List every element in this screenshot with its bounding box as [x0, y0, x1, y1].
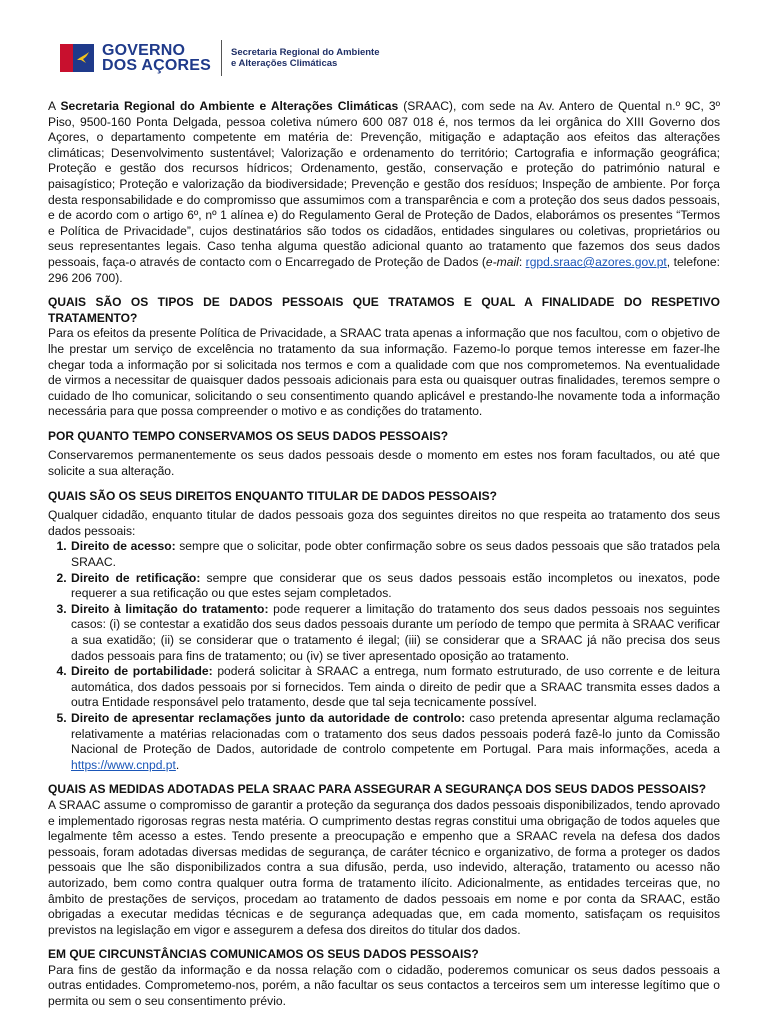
section-text-retention: Conservaremos permanentemente os seus dados pessoais desde o momento em estes nos foram facultados, ou até que solicite a sua alteração.: [48, 448, 720, 479]
right-label: Direito de retificação:: [71, 570, 201, 585]
list-item: [70, 602, 720, 664]
hawk-icon: [75, 48, 91, 66]
brand-line-1: GOVERNO: [102, 42, 186, 59]
secretariat-name: [231, 47, 380, 69]
government-brand: [102, 43, 211, 73]
section-title-disclosure: EM QUE CIRCUNSTÂNCIAS COMUNICAMOS OS SEUS DADOS PESSOAIS?: [48, 947, 479, 962]
intro-entity-name: Secretaria Regional do Ambiente e Alterações Climáticas: [60, 99, 399, 113]
right-label: Direito de acesso:: [71, 539, 176, 554]
list-item: [70, 664, 720, 711]
intro-paragraph: [48, 99, 720, 286]
right-text: sempre que o solicitar, pode obter confirmação sobre os seus dados pessoais que são tratados pela SRAAC.: [71, 539, 720, 570]
azores-emblem-logo: [60, 41, 94, 75]
list-item: [70, 539, 720, 570]
header-divider: [221, 40, 222, 76]
section-title-rights: QUAIS SÃO OS SEUS DIREITOS ENQUANTO TITULAR DE DADOS PESSOAIS?: [48, 488, 497, 503]
right-text: sempre que considerar que os seus dados pessoais estão incompletos ou inexatos, pode requerer a sua retificação ou que estes sejam completados.: [71, 570, 720, 601]
rights-list: [48, 539, 720, 773]
section-title-retention: POR QUANTO TEMPO CONSERVAMOS OS SEUS DADOS PESSOAIS?: [48, 428, 449, 443]
document-body: [48, 99, 720, 1010]
email-link[interactable]: rgpd.sraac@azores.gov.pt: [525, 254, 667, 269]
secretariat-line-2: e Alterações Climáticas: [230, 58, 338, 69]
brand-line-2: DOS AÇORES: [102, 57, 211, 74]
intro-text-a: A: [48, 99, 61, 113]
secretariat-line-1: Secretaria Regional do Ambiente: [230, 47, 380, 58]
section-title-security: QUAIS AS MEDIDAS ADOTADAS PELA SRAAC PARA ASSEGURAR A SEGURANÇA DOS SEUS DADOS PESSOAIS?: [48, 782, 707, 797]
cnpd-link[interactable]: https://www.cnpd.pt: [71, 757, 176, 772]
right-text: poderá solicitar à SRAAC a entrega, num formato estruturado, de uso corrente e de leitura automática, dos dados pessoais por si fornecidos. Tem ainda o direito de pedir que a SRAAC transmita esses dados a outra Entidade responsável pelo tratamento, desde que tal seja tecnicamente possível.: [71, 664, 721, 710]
list-item: [70, 571, 720, 602]
intro-text-e: , telefone: 296 206 700).: [48, 254, 720, 285]
section-text-disclosure: Para fins de gestão da informação e da nossa relação com o cidadão, poderemos comunicar os seus dados pessoais a outras entidades. Comprometemo-nos, porém, a não facultar os seus contactos a terceiros sem um interesse legítimo que o permita ou sem o seu consentimento prévio.: [48, 962, 720, 1009]
letterhead: [60, 38, 380, 78]
right-label: Direito de apresentar reclamações junto da autoridade de controlo:: [71, 710, 466, 725]
section-text-security: A SRAAC assume o compromisso de garantir a proteção da segurança dos dados pessoais disponibilizados, tendo aprovado e implementado rigorosas regras nesta matéria. O cumprimento destas regras constitui uma obrigação de todos aqueles que legalmente têm acesso a estes. Tendo presente a preocupação e empenho que a SRAAC revela na defesa dos dados pessoais, foram adotadas diversas medidas de segurança, de caráter técnico e organizativo, de forma a proteger os dados pessoais que lhe são disponibilizados contra a sua difusão, perda, uso indevido, alteração, tratamento ou acesso não autorizado, bem como contra qualquer outra forma de tratamento ilícito. Adicionalmente, as entidades terceiras que, no âmbito de prestações de serviços, procedam ao tratamento de dados pessoais em nome e por conta da SRAAC, estão obrigadas a executar medidas técnicas e de segurança adequadas que, em cada momento, satisfaçam os requisitos previstos na legislação em vigor e assegurem a defesa dos direitos do titular dos dados.: [48, 797, 720, 937]
right-label: Direito à limitação do tratamento:: [71, 601, 269, 616]
list-item: [70, 711, 720, 773]
right-label: Direito de portabilidade:: [71, 664, 213, 679]
right-text: caso pretenda apresentar alguma reclamação relativamente a matérias relacionadas com o tratamento dos seus dados pessoais poderá fazê-lo junto da Comissão Nacional de Proteção de Dados, autoridade de controlo competente em Portugal. Para mais informações, aceda a: [71, 710, 720, 757]
section-text-data-types: Para os efeitos da presente Política de Privacidade, a SRAAC trata apenas a informação que nos facultou, com o objetivo de lhe prestar um serviço de excelência no tratamento da sua informação. Fazemo-lo porque temos interesse em fazer-lhe chegar toda a informação por si solicitada nos termos e com a qualidade com que nos comprometemos. Na eventualidade de virmos a necessitar de quaisquer dados pessoais adicionais para esta ou quaisquer outras finalidades, teremos sempre o cuidado de lho comunicar, solicitando o seu consentimento quando aplicável e prestando-lhe novamente toda a informação necessária para que possa compreender o motivo e as condições do tratamento.: [48, 326, 720, 419]
section-title-data-types: QUAIS SÃO OS TIPOS DE DADOS PESSOAIS QUE TRATAMOS E QUAL A FINALIDADE DO RESPETIVO TRATAMENTO?: [48, 295, 720, 325]
right-text: pode requerer a limitação do tratamento dos seus dados pessoais nos seguintes casos: (i) se contestar a exatidão dos seus dados pessoais durante um período de tempo que permita à SRAAC verificar a sua exatidão; (ii) se considerar que o tratamento é ilegal; (iii) se considerar que a SRAAC já não precisa dos seus dados pessoais para fins de tratamento; ou (iv) se tiver apresentado oposição ao tratamento.: [71, 601, 720, 663]
intro-text-c: (SRAAC), com sede na Av. Antero de Quental n.º 9C, 3º Piso, 9500-160 Ponta Delgada, pessoa coletiva número 600 087 018 é, nos termos da lei orgânica do XIII Governo dos Açores, o departamento competente em matéria de: Prevenção, mitigação e adaptação aos efeitos das alterações climáticas; Desenvolvimento sustentável; Valorização e ordenamento do território; Cartografia e informação geográfica; Proteção e gestão dos recursos hídricos; Ordenamento, gestão, conservação e proteção do património natural e paisagístico; Proteção e valorização da biodiversidade; Prevenção e gestão dos resíduos; Inspeção de ambiente. Por força desta responsabilidade e do compromisso que assumimos com a transparência e com a proteção dos seus dados pessoais, e de acordo com o artigo 6º, nº 1 alínea e) do Regulamento Geral de Proteção de Dados, elaborámos os presentes “Termos e Política de Privacidade”, cujos destinatários são todos os cidadãos, entidades singulares ou coletivas, proprietários ou seus representantes legais. Caso tenha alguma questão adicional quanto ao tratamento que fazemos dos seus dados pessoais, faça-o através de contacto com o Encarregado de Proteção de Dados (: [48, 99, 721, 269]
intro-text-d: :: [518, 254, 526, 269]
section-text-rights: Qualquer cidadão, enquanto titular de dados pessoais goza dos seguintes direitos no que respeita ao tratamento dos seus dados pessoais:: [48, 508, 720, 538]
right-text-end: .: [175, 757, 180, 772]
email-label: e-mail: [485, 254, 519, 269]
